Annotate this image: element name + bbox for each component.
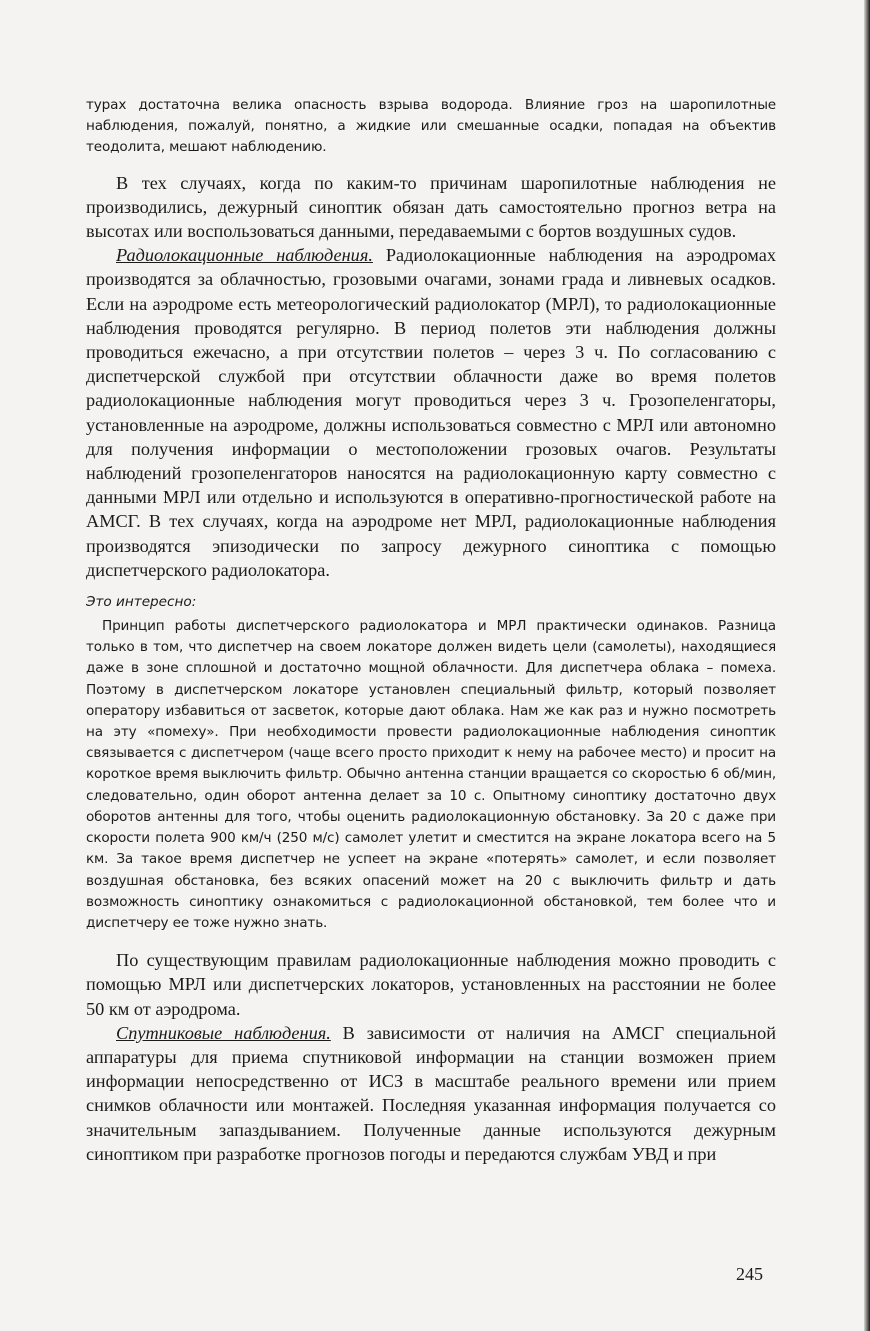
- paragraph-radar-rules: По существующим правилам радиолокационные наблюдения можно проводить с помощью МРЛ или диспетчерских локаторов, установленных на расстоянии не более 50 км от аэродрома.: [86, 950, 776, 1019]
- note-text: Принцип работы диспетчерского радиолокатора и МРЛ практически одинаков. Разница только в том, что диспетчер на своем локаторе должен видеть цели (самолеты), находящиеся даже в зоне сплошной и достаточно мощной облачности. Для диспетчера облака – помеха. Поэтому в диспетчерском локаторе установлен специальный фильтр, который позволяет оператору избавиться от засветок, которые дают облака. Нам же как раз и нужно посмотреть на эту «помеху». При необходимости провести радиолокационные наблюдения синоптик связывается с диспетчером (чаще всего просто приходит к нему на рабочее место) и просит на короткое время выключить фильтр. Обычно антенна станции вращается со скоростью 6 об/мин, следовательно, один оборот антенна делает за 10 с. Опытному синоптику достаточно двух оборотов антенны для того, чтобы оценить радиолокационную обстановку. За 20 с даже при скорости полета 900 км/ч (250 м/с) самолет улетит и сместится на экране локатора всего на 5 км. За такое время диспетчер не успеет на экране «потерять» самолет, и если позволяет воздушная обстановка, без всяких опасений может на 20 с выключить фильтр и дать возможность синоптику ознакомиться с радиолокационной обстановкой, тем более что и диспетчеру ее тоже нужно знать.: [86, 618, 776, 931]
- paragraph-satellite-body: В зависимости от наличия на АМСГ специальной аппаратуры для приема спутниковой информации на станции возможен прием информации непосредственно от ИСЗ в масштабе реального времени или прием снимков облачности или монтажей. Последняя указанная информация получается со значительным запаздыванием. Полученные данные используются дежурным синоптиком при разработке прогнозов погоды и передаются службам УВД и при: [86, 1022, 777, 1164]
- section-heading-satellite: Спутниковые наблюдения.: [116, 1022, 331, 1043]
- page-body: [86, 95, 776, 1166]
- paragraph-satellite-observations: [86, 1021, 776, 1166]
- paragraph-radar-observations: [86, 243, 776, 582]
- interesting-note: [86, 592, 776, 934]
- section-heading-radar: Радиолокационные наблюдения.: [116, 245, 373, 266]
- paragraph-radar-body: Радиолокационные наблюдения на аэродромах производятся за облачностью, грозовыми очагами, зонами града и ливневых осадков. Если на аэродроме есть метеорологический радиолокатор (МРЛ), то радиолокационные наблюдения проводятся регулярно. В период полетов эти наблюдения должны проводиться ежечасно, а при отсутствии полетов – через 3 ч. По согласованию с диспетчерской службой при отсутствии облачности даже во время полетов радиолокационные наблюдения могут проводиться через 3 ч. Грозопеленгаторы, установленные на аэродроме, должны использоваться совместно с МРЛ или автономно для получения информации о местоположении грозовых очагов. Результаты наблюдений грозопеленгаторов наносятся на радиолокационную карту совместно с данными МРЛ или отдельно и используются в оперативно-прогностической работе на АМСГ. В тех случаях, когда на аэродроме нет МРЛ, радиолокационные наблюдения производятся эпизодически по запросу дежурного синоптика с помощью диспетчерского радиолокатора.: [86, 245, 776, 580]
- page-edge-shadow: [864, 0, 870, 1331]
- page-number: 245: [736, 1264, 763, 1284]
- note-label: Это интересно:: [86, 594, 197, 611]
- paragraph-pilot-balloon: В тех случаях, когда по каким-то причинам шаропилотные наблюдения не производились, дежурный синоптик обязан дать самостоятельно прогноз ветра на высотах или воспользоваться данными, передаваемыми с бортов воздушных судов.: [86, 172, 776, 242]
- paragraph-continuation: турах достаточна велика опасность взрыва водорода. Влияние гроз на шаропилотные наблюдения, пожалуй, понятно, а жидкие или смешанные осадки, попадая на объектив теодолита, мешают наблюдению.: [86, 97, 776, 156]
